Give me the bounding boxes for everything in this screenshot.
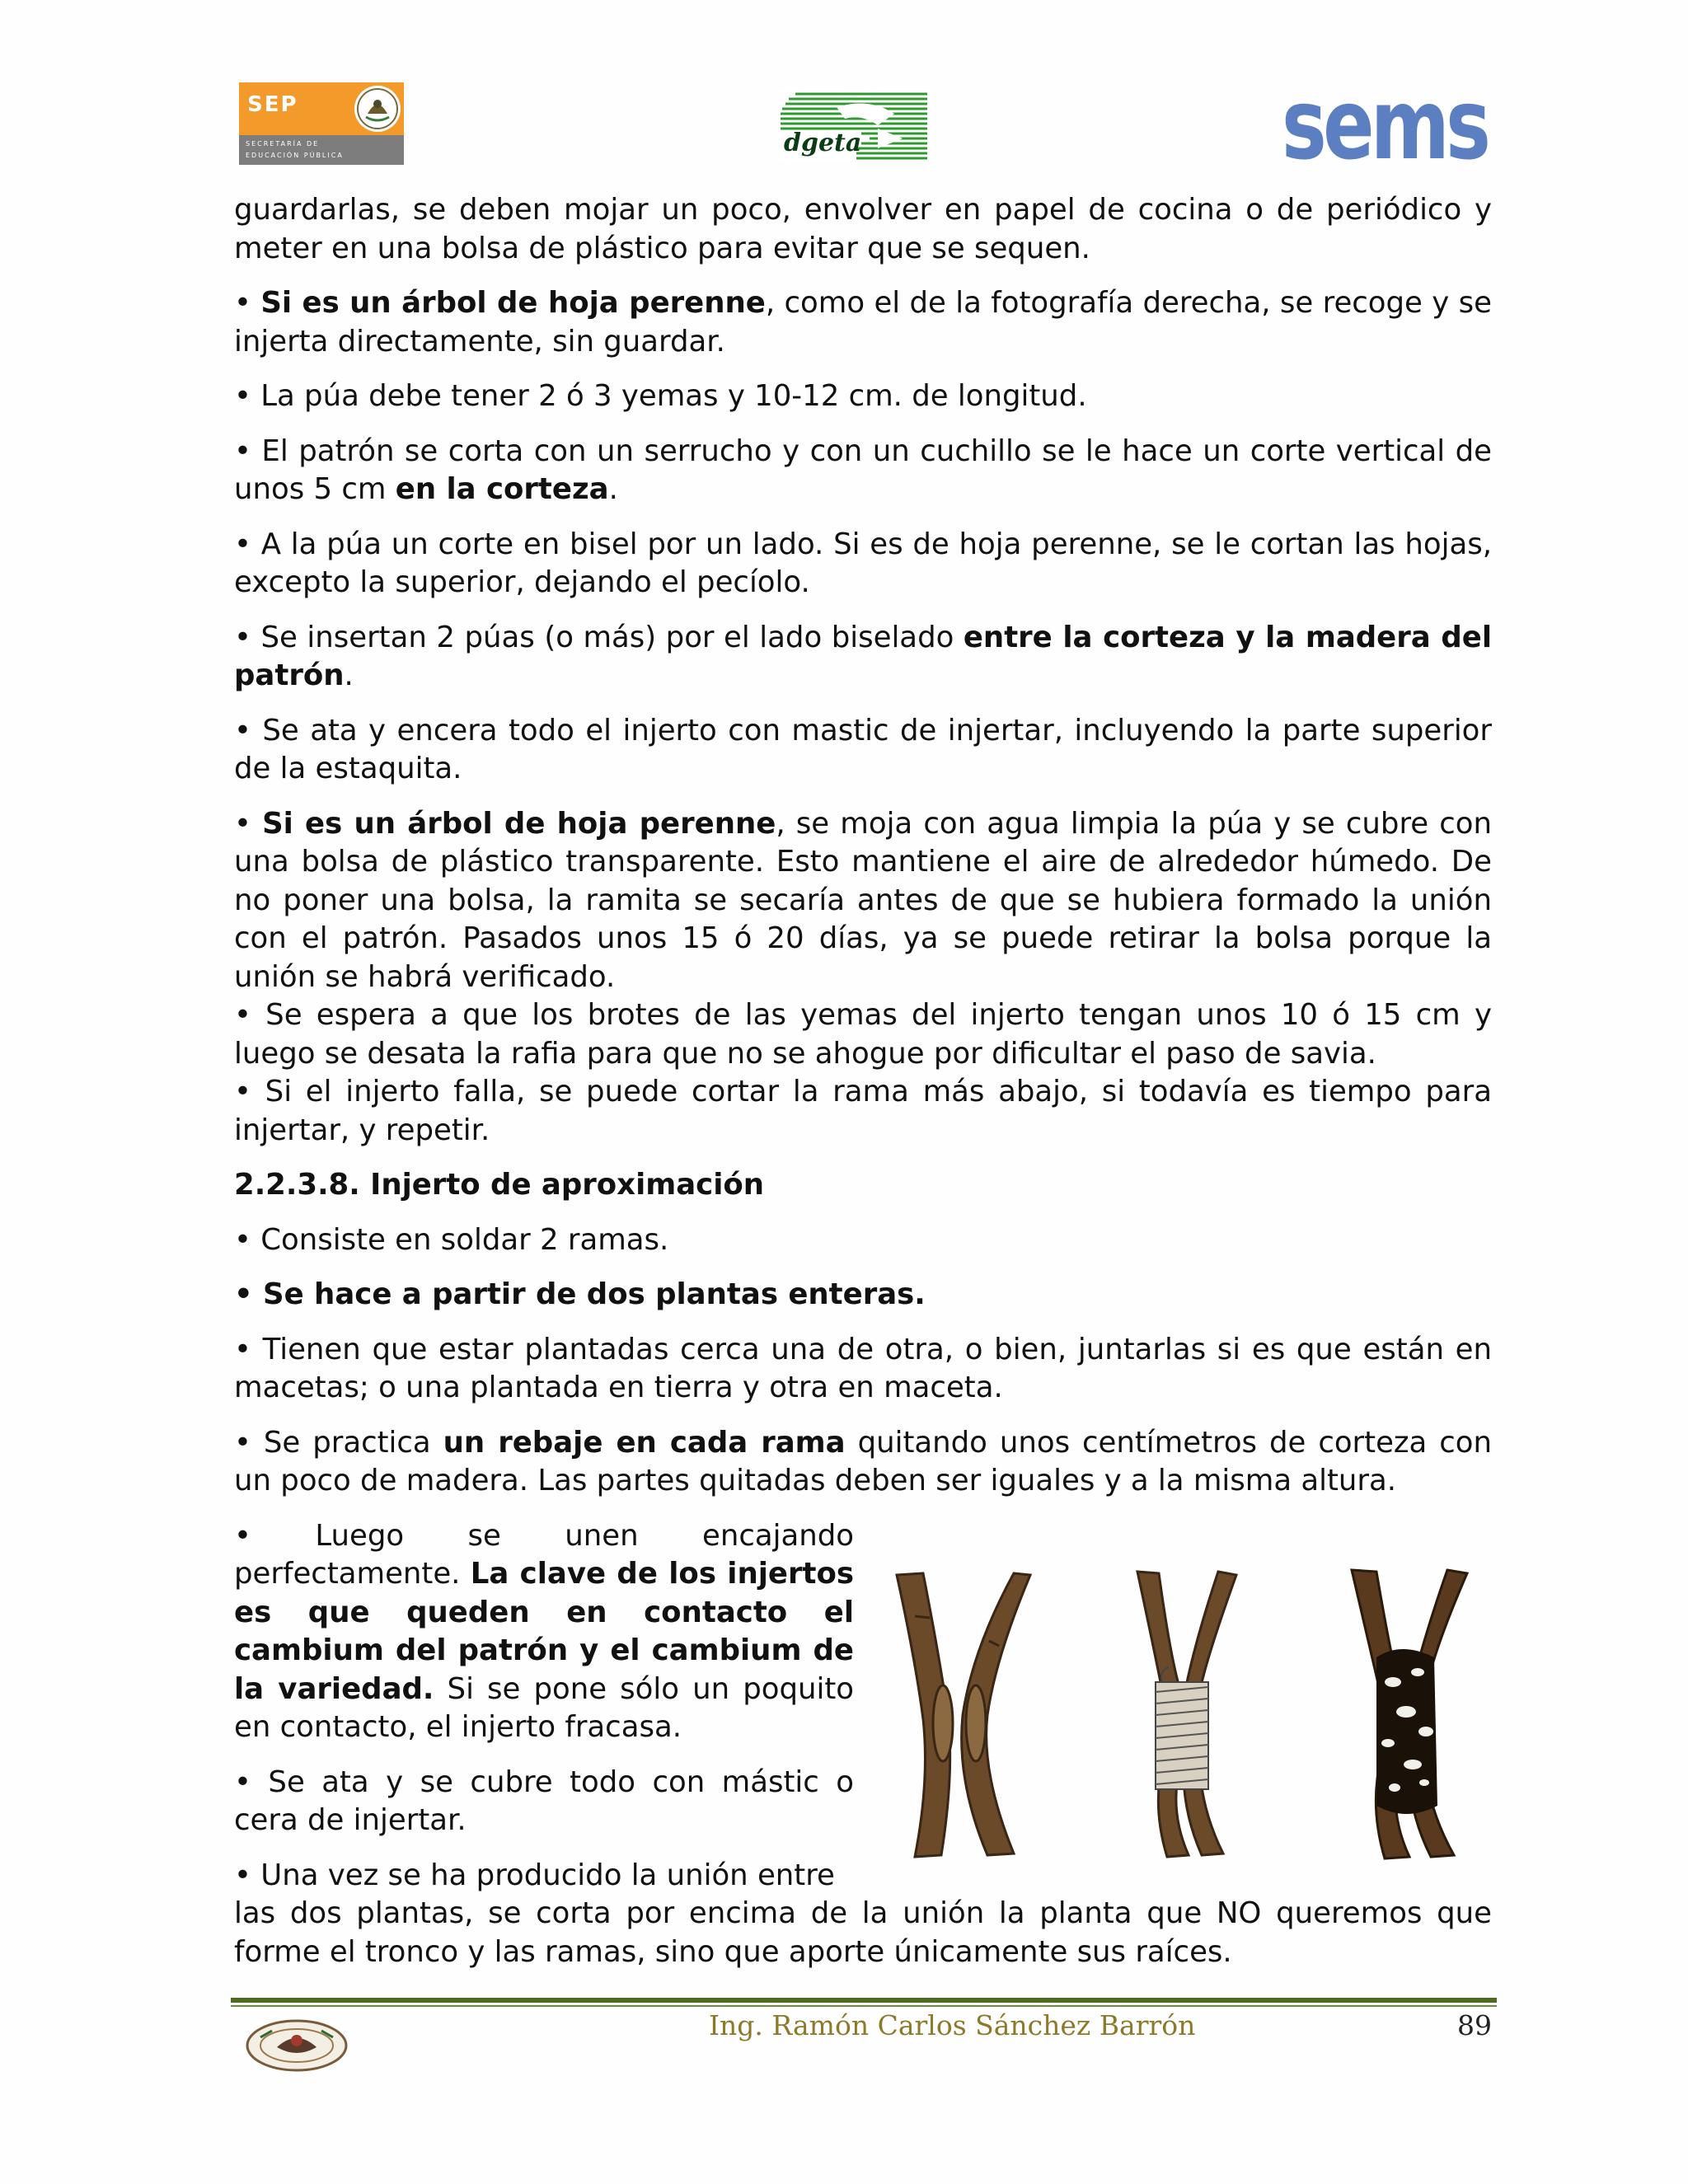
paragraph-4: • El patrón se corta con un serrucho y con un cuchillo se le hace un corte vertical de unos 5 cm en la corteza.: [234, 434, 1492, 506]
paragraph-12: • Se hace a partir de dos plantas enteras.: [234, 1277, 926, 1311]
bold-phrase: Si es un árbol de hoja perenne: [260, 286, 766, 320]
paragraph-10: • Si el injerto falla, se puede cortar la rama más abajo, si todavía es tiempo para injertar, y repetir.: [234, 1075, 1492, 1147]
paragraph-1: guardarlas, se deben mojar un poco, envolver en papel de cocina o de periódico y meter en una bolsa de plástico para evitar que se sequen.: [234, 193, 1492, 265]
bold-phrase: entre la corteza y la madera del patrón: [234, 620, 1492, 692]
approach-graft-illustration: [890, 1567, 1480, 1863]
paragraph-17: • Una vez se ha producido la unión entre: [234, 1858, 835, 1892]
wrapped-text-with-figure: [234, 1517, 1492, 1972]
bold-phrase: La clave de los injertos es que queden en contacto el cambium del patrón y el cambium de la variedad.: [234, 1557, 854, 1706]
sep-logo-line2: EDUCACIÓN PÚBLICA: [246, 152, 344, 159]
graft-stage-cut-branches: [897, 1573, 1030, 1857]
sep-logo-word: SEP: [247, 92, 298, 117]
paragraph-9: • Se espera a que los brotes de las yemas del injerto tengan unos 10 ó 15 cm y luego se desata la rafia para que no se ahogue por dificultar el paso de savia.: [234, 998, 1492, 1071]
paragraph-3: • La púa debe tener 2 ó 3 yemas y 10-12 cm. de longitud.: [234, 379, 1087, 413]
sep-logo-line1: SECRETARÍA DE: [246, 140, 320, 148]
bold-phrase: Si es un árbol de hoja perenne: [262, 806, 776, 841]
paragraph-5: • A la púa un corte en bisel por un lado. Si es de hoja perenne, se le cortan las hojas, excepto la superior, dejando el pecíolo.: [234, 527, 1492, 599]
graft-stage-tied-branches: [1137, 1572, 1236, 1857]
sems-logo-word: sems: [1282, 68, 1488, 181]
dgeta-logo: [779, 89, 932, 162]
dgeta-logo-word: dgeta: [784, 129, 862, 157]
sems-logo: [1282, 68, 1488, 181]
paragraph-18: las dos plantas, se corta por encima de la unión la planta que NO queremos que forme el tronco y las ramas, sino que aporte únicamente sus raíces.: [234, 1896, 1492, 1969]
footer-author: Ing. Ramón Carlos Sánchez Barrón: [709, 2009, 1196, 2041]
footer-rule-thin: [231, 2005, 1497, 2007]
paragraph-8: • Si es un árbol de hoja perenne, se moja con agua limpia la púa y se cubre con una bolsa de plástico transparente. Esto mantiene el aire de alrededor húmedo. De no poner una bolsa, la ramita se secaría antes de que se hubiera formado la unión con el patrón. Pasados unos 15 ó 20 días, ya se puede retirar la bolsa porque la unión se habrá verificado.: [234, 806, 1492, 994]
paragraph-13: • Tienen que estar plantadas cerca una de otra, o bien, juntarlas si es que están en macetas; o una plantada en tierra y otra en maceta.: [234, 1332, 1492, 1404]
page-number: 89: [1457, 2009, 1492, 2041]
graft-stage-waxed-branches: [1352, 1570, 1467, 1858]
footer-rule: [231, 1998, 1497, 2003]
paragraph-7: • Se ata y encera todo el injerto con mastic de injertar, incluyendo la parte superior de la estaquita.: [234, 713, 1492, 785]
institution-seal-icon: [244, 2013, 349, 2079]
bold-phrase: en la corteza: [395, 472, 609, 506]
paragraph-15: • Luego se unen encajando perfectamente. La clave de los injertos es que queden en contacto el cambium del patrón y el cambium de la variedad. Si se pone sólo un poquito en contacto, el injerto fracasa.: [234, 1518, 854, 1744]
paragraph-2: • Si es un árbol de hoja perenne, como el de la fotografía derecha, se recoge y se injerta directamente, sin guardar.: [234, 286, 1492, 359]
paragraph-6: • Se insertan 2 púas (o más) por el lado biselado entre la corteza y la madera del patrón.: [234, 620, 1492, 692]
paragraph-11: • Consiste en soldar 2 ramas.: [234, 1222, 669, 1257]
page-header: [0, 0, 1688, 181]
sep-logo: [239, 82, 404, 165]
section-heading: 2.2.3.8. Injerto de aproximación: [234, 1168, 765, 1202]
bold-phrase: un rebaje en cada rama: [443, 1425, 846, 1460]
page-content: [234, 191, 1492, 1988]
paragraph-14: • Se practica un rebaje en cada rama quitando unos centímetros de corteza con un poco de madera. Las partes quitadas deben ser iguales y a la misma altura.: [234, 1425, 1492, 1497]
paragraph-16: • Se ata y se cubre todo con mástic o cera de injertar.: [234, 1765, 854, 1837]
wrapped-text-column: [234, 1517, 854, 1896]
mexican-coat-of-arms-icon: [354, 86, 401, 132]
